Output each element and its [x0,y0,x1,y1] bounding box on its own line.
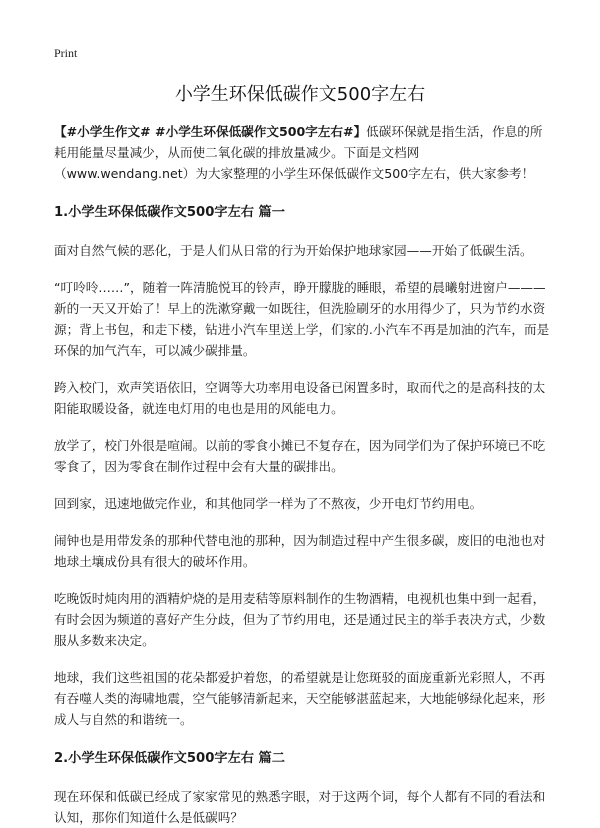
section-1-paragraph-7: 吃晚饭时炖肉用的酒精炉烧的是用麦秸等原料制作的生物酒精，电视机也集中到一起看，有时会因为频道的喜好产生分歧，但为了节约用电，还是通过民主的举手表决方式，少数服从多数来决定。 [54,591,546,648]
section-1-paragraph-8: 地球，我们这些祖国的花朵都爱护着您，的希望就是让您斑驳的面庞重新光彩照人，不再有吞噬人类的海啸地震，空气能够清新起来，天空能够湛蓝起来，大地能够绿化起来，形成人与自然的和谐统一。 [54,670,546,727]
section-1-paragraph-5: 回到家，迅速地做完作业，和其他同学一样为了不熬夜，少开电灯节约用电。 [54,496,483,511]
intro-tags: 【#小学生作文# #小学生环保低碳作文500字左右#】 [54,124,367,139]
section-1-paragraph-1: 面对自然气候的恶化，于是人们从日常的行为开始保护地球家园——开始了低碳生活。 [54,243,533,258]
intro-paragraph [54,121,550,184]
document-body [54,121,550,828]
intro-text: 低碳环保就是指生活，作息的所耗用能量尽量减少，从而使二氧化碳的排放量减少。下面是文档网（www.wendang.net）为大家整理的小学生环保低碳作文500字左右，供大家参考！ [54,124,543,181]
section-1-paragraph-3: 跨入校门，欢声笑语依旧，空调等大功率用电设备已闲置多时，取而代之的是高科技的太阳能取暖设备，就连电灯用的电也是用的风能电力。 [54,380,546,416]
section-1-paragraph-6: 闹钟也是用带发条的那种代替电池的那种，因为制造过程中产生很多碳，废旧的电池也对地球土壤成份具有很大的破坏作用。 [54,533,546,569]
section-1-paragraph-4: 放学了，校门外很是喧闹。以前的零食小摊已不复存在，因为同学们为了保护环境已不吃零食了，因为零食在制作过程中会有大量的碳排出。 [54,438,546,474]
section-heading-2: 2.小学生环保低碳作文500字左右 篇二 [54,751,285,766]
print-label: Print [54,46,78,60]
section-2-paragraph-1: 现在环保和低碳已经成了家家常见的熟悉字眼，对于这两个词，每个人都有不同的看法和认知，那你们知道什么是低碳吗？ [54,789,546,825]
section-heading-1: 1.小学生环保低碳作文500字左右 篇一 [54,205,285,220]
section-1-paragraph-2: “叮呤呤……”，随着一阵清脆悦耳的铃声，睁开朦胧的睡眼，希望的晨曦射进窗户———新的一天又开始了！早上的洗漱穿戴一如既往，但洗脸刷牙的水用得少了，只为节约水资源；背上书包，和走下楼，钻进小汽车里送上学，们家的.小汽车不再是加油的汽车，而是环保的加气汽车，可以减少碳排量。 [54,280,550,358]
document-title: 小学生环保低碳作文500字左右 [174,84,426,105]
